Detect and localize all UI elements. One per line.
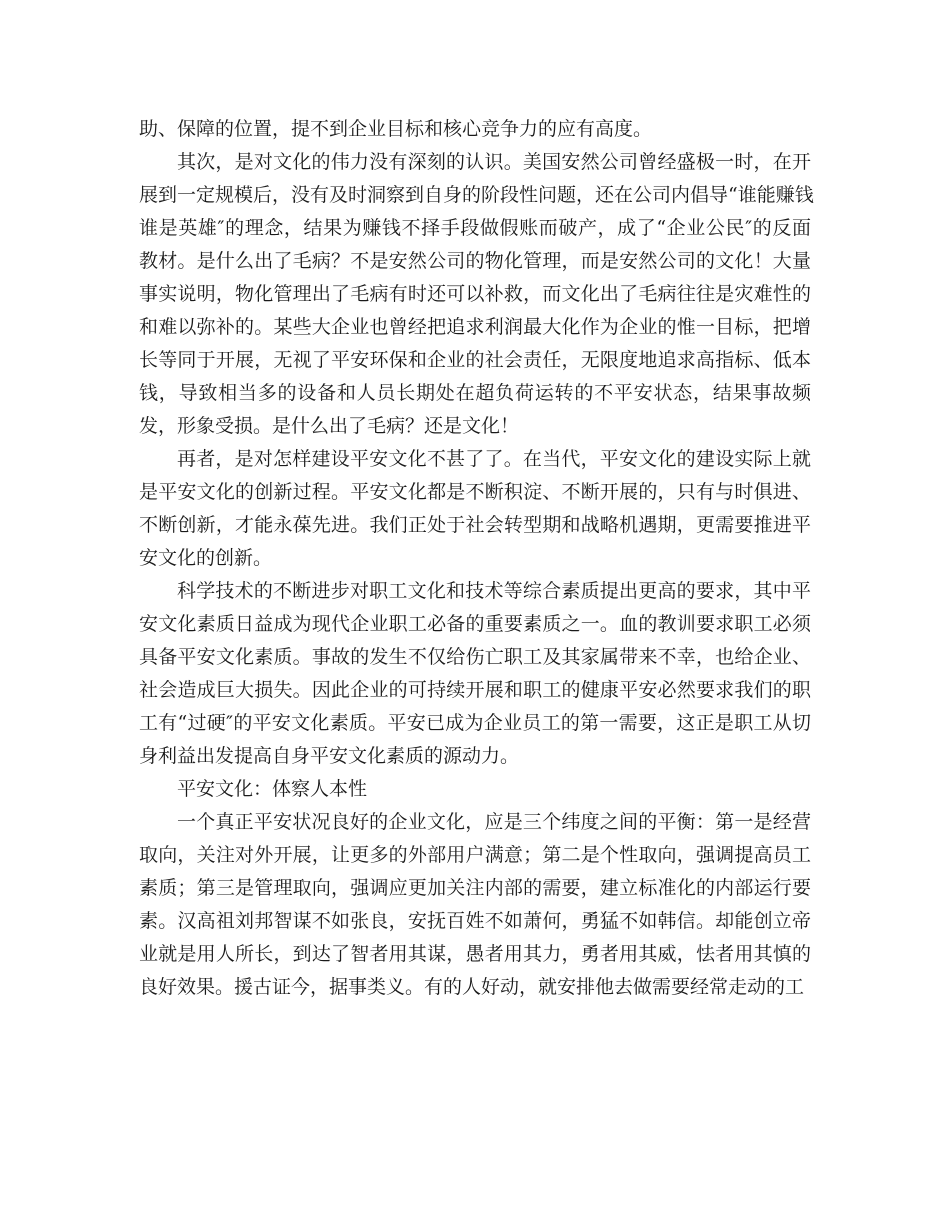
text-line: 取向，关注对外开展，让更多的外部用户满意；第二是个性取向，强调提高员工 (139, 844, 811, 866)
text-line: 钱，导致相当多的设备和人员长期处在超负荷运转的不平安状态，结果事故频 (139, 382, 811, 404)
text-line: 社会造成巨大损失。因此企业的可持续开展和职工的健康平安必然要求我们的职 (139, 679, 811, 701)
text-line: 身利益出发提高自身平安文化素质的源动力。 (139, 745, 520, 767)
paragraph-first-line: 科学技术的不断进步对职工文化和技术等综合素质提出更高的要求，其中平 (177, 580, 811, 602)
paragraph-first-line: 一个真正平安状况良好的企业文化，应是三个纬度之间的平衡：第一是经营 (177, 811, 811, 833)
text-line: 是平安文化的创新过程。平安文化都是不断积淀、不断开展的，只有与时俱进、 (139, 481, 811, 503)
text-line: 不断创新，才能永葆先进。我们正处于社会转型期和战略机遇期，更需要推进平 (139, 514, 811, 536)
text-line: 素。汉高祖刘邦智谋不如张良，安抚百姓不如萧何，勇猛不如韩信。却能创立帝 (139, 910, 811, 932)
text-line: 事实说明，物化管理出了毛病有时还可以补救，而文化出了毛病往往是灾难性的 (139, 283, 811, 305)
text-line: 发，形象受损。是什么出了毛病？还是文化！ (139, 415, 520, 437)
text-line: 良好效果。援古证今，据事类义。有的人好动，就安排他去做需要经常走动的工 (139, 976, 805, 998)
text-line: 谁是英雄″的理念，结果为赚钱不择手段做假账而破产，成了“企业公民″的反面 (139, 217, 811, 239)
text-line: 教材。是什么出了毛病？不是安然公司的物化管理，而是安然公司的文化！大量 (139, 250, 811, 272)
text-line: 助、保障的位置，提不到企业目标和核心竞争力的应有高度。 (139, 118, 653, 140)
text-line: 具备平安文化素质。事故的发生不仅给伤亡职工及其家属带来不幸，也给企业、 (139, 646, 811, 668)
text-line: 安文化素质日益成为现代企业职工必备的重要素质之一。血的教训要求职工必须 (139, 613, 811, 635)
paragraph-first-line: 其次，是对文化的伟力没有深刻的认识。美国安然公司曾经盛极一时，在开 (177, 151, 811, 173)
paragraph-first-line: 平安文化：体察人本性 (177, 778, 368, 800)
document-body (139, 113, 814, 1004)
text-line: 长等同于开展，无视了平安环保和企业的社会责任，无限度地追求高指标、低本 (139, 349, 811, 371)
text-line: 工有“过硬″的平安文化素质。平安已成为企业员工的第一需要，这正是职工从切 (139, 712, 811, 734)
paragraph-first-line: 再者，是对怎样建设平安文化不甚了了。在当代，平安文化的建设实际上就 (177, 448, 811, 470)
text-line: 素质；第三是管理取向，强调应更加关注内部的需要，建立标准化的内部运行要 (139, 877, 811, 899)
text-line: 和难以弥补的。某些大企业也曾经把追求利润最大化作为企业的惟一目标，把增 (139, 316, 811, 338)
text-line: 业就是用人所长，到达了智者用其谋，愚者用其力，勇者用其威，怯者用其慎的 (139, 943, 811, 965)
text-line: 展到一定规模后，没有及时洞察到自身的阶段性问题，还在公司内倡导“谁能赚钱 (139, 184, 814, 206)
text-line: 安文化的创新。 (139, 547, 273, 569)
